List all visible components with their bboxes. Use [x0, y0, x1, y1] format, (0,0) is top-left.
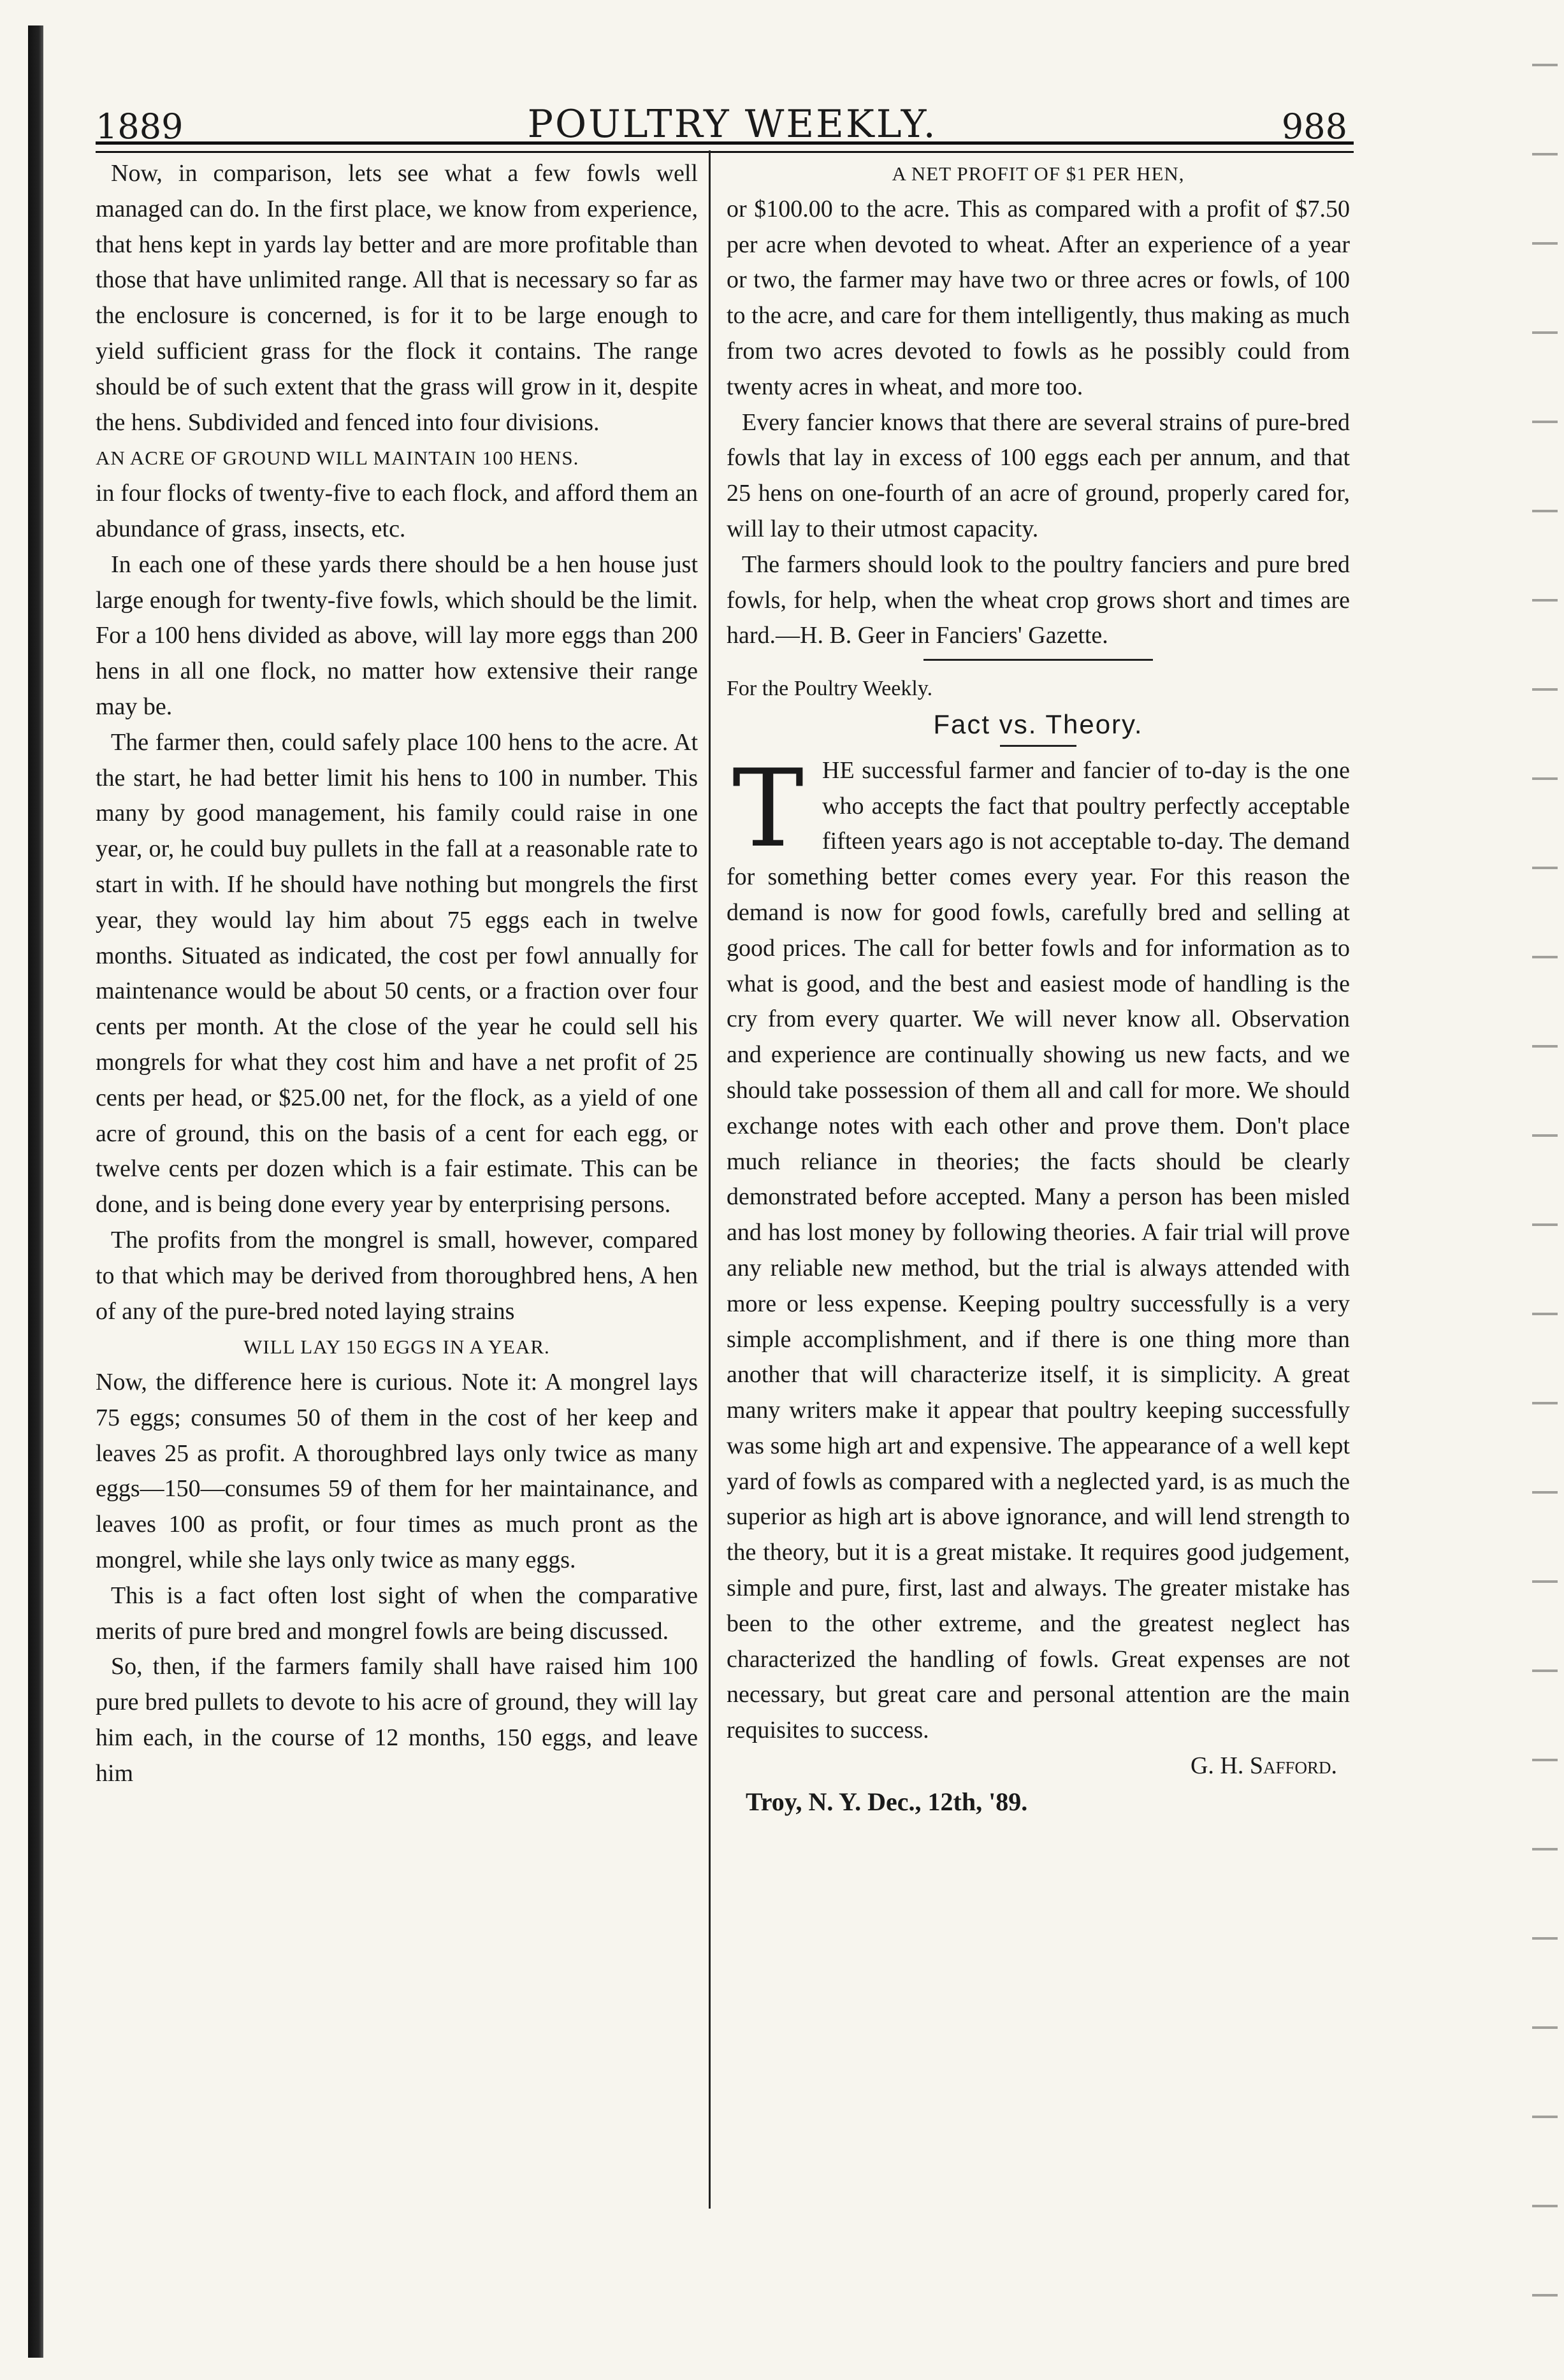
- paragraph: In each one of these yards there should be a hen house just large enough for twenty-five fowls, which should be the limit. For a 100 hens divided as above, will lay more eggs than 200 hens in all one flock, no matter how extensive their range may be.: [96, 551, 698, 720]
- binding-edge: [28, 25, 43, 2358]
- author-signature: [727, 1749, 1350, 1784]
- author-name: G. H. Safford.: [1190, 1752, 1337, 1780]
- paragraph: This is a fact often lost sight of when the comparative merits of pure bred and mongrel fowls are being discussed.: [96, 1582, 698, 1645]
- paragraph: The profits from the mongrel is small, however, compared to that which may be derived from thoroughbred hens, A hen of any of the pure-bred noted laying strains: [96, 1226, 698, 1325]
- subheading: WILL LAY 150 EGGS IN A YEAR.: [243, 1336, 550, 1359]
- right-column: [727, 156, 1350, 2227]
- drop-cap: T: [732, 746, 804, 871]
- paragraph: Every fancier knows that there are several strains of pure-bred fowls that lay in excess of 100 eggs each per annum, and that 25 hens on one-fourth of an acre of ground, properly cared for, will lay to their utmost capacity.: [727, 408, 1350, 542]
- header-rule: [96, 141, 1354, 153]
- article-source: For the Poultry Weekly.: [727, 677, 933, 701]
- title-rule: [1000, 745, 1076, 747]
- dateline: Troy, N. Y. Dec., 12th, '89.: [746, 1787, 1028, 1816]
- paragraph: or $100.00 to the acre. This as compared with a profit of $7.50 per acre when devoted to wheat. After an experience of a year or two, the farmer may have two or three acres or fowls, of 100 to the acre, and care for them intelligently, thus making as much from two acres devoted to fowls as he possibly could from twenty acres in wheat, and more too.: [727, 195, 1350, 400]
- subheading: A NET PROFIT OF $1 PER HEN,: [892, 162, 1185, 185]
- article-title: Fact vs. Theory.: [933, 709, 1143, 739]
- paragraph: Now, the difference here is curious. Note it: A mongrel lays 75 eggs; consumes 50 of them in the cost of her keep and leaves 25 as profit. A thoroughbred lays only twice as many eggs—150—consumes 59 of them for her maintainance, and leaves 100 as profit, or four times as much pront as the mongrel, while she lays only twice as many eggs.: [96, 1369, 698, 1574]
- paragraph: Now, in comparison, lets see what a few fowls well managed can do. In the first place, we know from experience, that hens kept in yards lay better and are more profitable than those that have unlimited range. All that is necessary so far as the enclosure is concerned, is for it to be large enough to yield sufficient grass for the flock it contains. The range should be of such extent that the grass will grow in it, despite the hens. Subdivided and fenced into four divisions.: [96, 160, 698, 436]
- paragraph: HE successful farmer and fancier of to-day is the one who accepts the fact that poultry perfectly acceptable fifteen years ago is not acceptable to-day. The demand for something better comes every year. For this reason the demand is now for good fowls, carefully bred and selling at good prices. The call for better fowls and for information as to what is good, and the best and easiest mode of handling is the cry from every quarter. We will never know all. Observation and experience are continually showing us new facts, and we should take possession of them all and call for more. We should exchange notes with each other and prove them. Don't place much reliance in theories; the facts should be clearly demonstrated before accepted. Many a person has been misled and has lost money by following theories. A fair trial will prove any reliable new method, but the trial is always attended with more or less expense. Keeping poultry successfully is a very simple accomplishment, and if there is one thing more than another that will characterize itself, it is simplicity. A great many writers make it appear that poultry keeping successfully was some high art and expensive. The appearance of a well kept yard of fowls as compared with a neglected yard, is as much the superior as high art is above ignorance, and will lend strength to the theory, but it is a great mistake. It requires good judgement, simple and pure, first, last and always. The greater mistake has been to the other extreme, and the greatest neglect has characterized the handling of fowls. Great expenses are not necessary, but great care and personal attention are the main requisites to success.: [727, 756, 1350, 1744]
- margin-marks: [1532, 25, 1558, 2319]
- column-divider: [709, 150, 711, 2209]
- subheading: AN ACRE OF GROUND WILL MAINTAIN 100 HENS.: [96, 447, 579, 470]
- paragraph: in four flocks of twenty-five to each flock, and afford them an abundance of grass, insects, etc.: [96, 480, 698, 542]
- paragraph: The farmer then, could safely place 100 hens to the acre. At the start, he had better limit his hens to 100 in number. This many by good management, his family could raise in one year, or, he could buy pullets in the fall at a reasonable rate to start in with. If he should have nothing but mongrels the first year, they would lay him about 75 eggs each in twelve months. Situated as indicated, the cost per fowl annually for maintenance would be about 50 cents, or a fraction over four cents per month. At the close of the year he could sell his mongrels for what they cost him and have a net profit of 25 cents per head, or $25.00 net, for the flock, as a yield of one acre of ground, this on the basis of a cent for each egg, or twelve cents per dozen which is a fair estimate. This can be done, and is being done every year by enterprising persons.: [96, 728, 698, 1218]
- paragraph: So, then, if the farmers family shall have raised him 100 pure bred pullets to devote to his acre of ground, they will lay him each, in the course of 12 months, 150 eggs, and leave him: [96, 1653, 698, 1787]
- page-title: POULTRY WEEKLY.: [527, 102, 938, 147]
- page-number: 988: [1281, 106, 1347, 147]
- section-divider: [923, 659, 1153, 667]
- page-header: [96, 76, 1347, 147]
- left-column: [96, 156, 698, 2227]
- paragraph: The farmers should look to the poultry fanciers and pure bred fowls, for help, when the wheat crop grows short and times are hard.—H. B. Geer in Fanciers' Gazette.: [727, 551, 1350, 649]
- header-year: 1889: [96, 106, 184, 147]
